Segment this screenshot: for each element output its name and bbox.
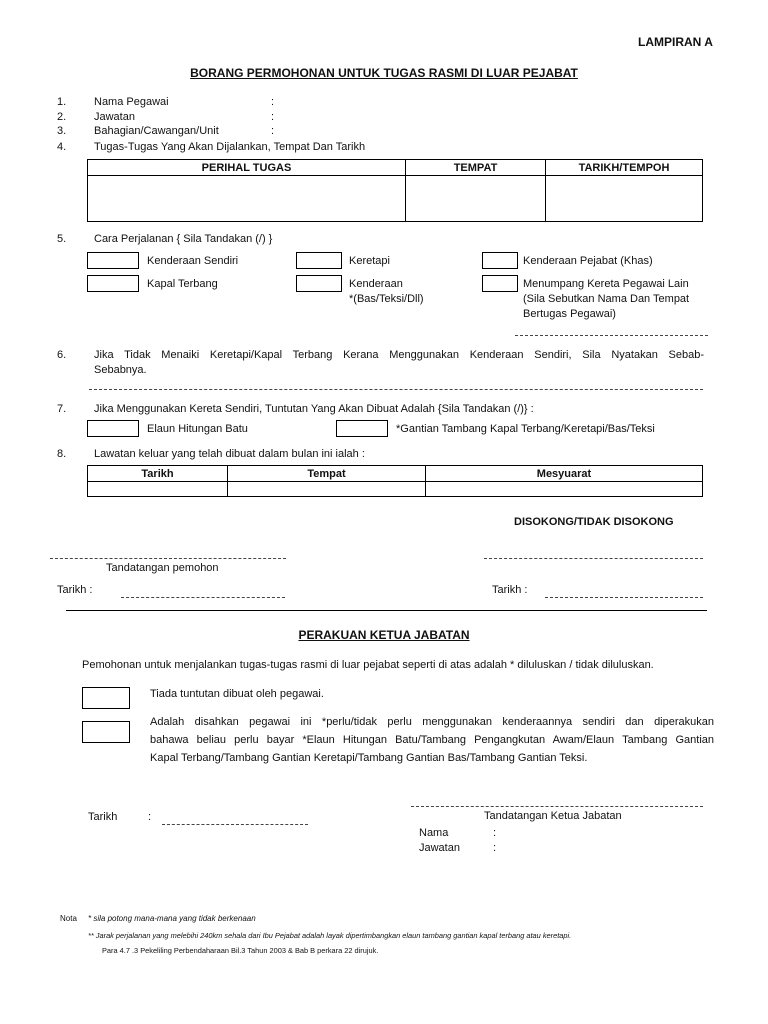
option-no-claim: Tiada tuntutan dibuat oleh pegawai. xyxy=(150,688,324,700)
duty-table xyxy=(87,159,703,222)
option-own-vehicle: Kenderaan Sendiri xyxy=(147,255,239,267)
annex-label: LAMPIRAN A xyxy=(638,35,713,49)
visits-header-date: Tarikh xyxy=(88,466,228,482)
item-6-number: 6. xyxy=(57,349,67,361)
certification-title: PERAKUAN KETUA JABATAN xyxy=(298,628,470,642)
item-4-label: Tugas-Tugas Yang Akan Dijalankan, Tempat Dan Tarikh xyxy=(94,141,366,153)
option-mileage: Elaun Hitungan Batu xyxy=(147,423,248,435)
item-4-number: 4. xyxy=(57,141,67,153)
option-vehicle-line1: Kenderaan xyxy=(349,278,403,290)
applicant-signature-line[interactable] xyxy=(50,558,286,559)
item-2-number: 2. xyxy=(57,111,67,123)
item-2-label: Jawatan xyxy=(94,111,135,123)
applicant-date-line[interactable] xyxy=(121,597,285,598)
option-ride-line3: Bertugas Pegawai) xyxy=(523,308,616,320)
visits-header-place: Tempat xyxy=(228,466,426,482)
checkbox-office-vehicle[interactable] xyxy=(482,252,518,269)
option-replacement: *Gantian Tambang Kapal Terbang/Keretapi/Bas/Teksi xyxy=(396,423,655,435)
supporter-signature-line[interactable] xyxy=(484,558,703,559)
visits-cell-date[interactable] xyxy=(88,482,228,497)
checkbox-mileage[interactable] xyxy=(87,420,139,437)
supporter-date-label: Tarikh : xyxy=(492,584,528,596)
note-1: * sila potong mana-mana yang tidak berkenaan xyxy=(88,914,256,923)
duty-cell-description[interactable] xyxy=(88,176,406,222)
notes-label: Nota xyxy=(60,914,77,923)
applicant-signature-label: Tandatangan pemohon xyxy=(106,562,219,574)
item-6-label-line2: Sebabnya. xyxy=(94,364,147,376)
duty-header-date: TARIKH/TEMPOH xyxy=(546,160,703,176)
visits-cell-meeting[interactable] xyxy=(426,482,703,497)
item-8-number: 8. xyxy=(57,448,67,460)
item-3-label: Bahagian/Cawangan/Unit xyxy=(94,125,219,137)
head-date-colon: : xyxy=(148,811,152,823)
ride-details-line[interactable] xyxy=(515,335,708,336)
option-ride-line1: Menumpang Kereta Pegawai Lain xyxy=(523,278,689,290)
visits-cell-place[interactable] xyxy=(228,482,426,497)
option-train: Keretapi xyxy=(349,255,390,267)
reason-line[interactable] xyxy=(89,389,703,390)
duty-header-place: TEMPAT xyxy=(406,160,546,176)
option-vehicle-line2: *(Bas/Teksi/Dll) xyxy=(349,293,424,305)
item-5-label: Cara Perjalanan { Sila Tandakan (/) } xyxy=(94,233,273,245)
item-3-colon: : xyxy=(271,125,275,137)
supporter-date-line[interactable] xyxy=(545,597,703,598)
visits-table xyxy=(87,465,703,497)
item-7-number: 7. xyxy=(57,403,67,415)
option-certify-line3: Kapal Terbang/Tambang Gantian Keretapi/Tambang Gantian Bas/Tambang Gantian Teksi. xyxy=(150,752,588,764)
head-name-label: Nama xyxy=(419,827,449,839)
duty-cell-date[interactable] xyxy=(546,176,703,222)
checkbox-own-vehicle[interactable] xyxy=(87,252,139,269)
applicant-date-label: Tarikh : xyxy=(57,584,93,596)
duty-header-description: PERIHAL TUGAS xyxy=(88,160,406,176)
head-signature-line[interactable] xyxy=(411,806,703,807)
certification-intro: Pemohonan untuk menjalankan tugas-tugas rasmi di luar pejabat seperti di atas adalah * diluluskan / tidak diluluskan. xyxy=(82,659,654,671)
head-signature-label: Tandatangan Ketua Jabatan xyxy=(484,810,622,822)
item-5-number: 5. xyxy=(57,233,67,245)
head-position-label: Jawatan xyxy=(419,842,460,854)
item-6-label-line1: Jika Tidak Menaiki Keretapi/Kapal Terbang Kerana Menggunakan Kenderaan Sendiri, Sila Nyatakan Sebab- xyxy=(94,349,704,361)
item-7-label: Jika Menggunakan Kereta Sendiri, Tuntutan Yang Akan Dibuat Adalah {Sila Tandakan (/)} : xyxy=(94,403,534,415)
checkbox-train[interactable] xyxy=(296,252,342,269)
item-8-label: Lawatan keluar yang telah dibuat dalam bulan ini ialah : xyxy=(94,448,365,460)
item-3-number: 3. xyxy=(57,125,67,137)
checkbox-no-claim[interactable] xyxy=(82,687,130,709)
head-name-colon: : xyxy=(493,827,497,839)
item-2-colon: : xyxy=(271,111,275,123)
note-2: ** Jarak perjalanan yang melebihi 240km sehala dari Ibu Pejabat adalah layak dipertimbangkan elaun tambang gantian kapal terbang atau keretapi. xyxy=(88,931,572,940)
option-certify-line2: bahawa beliau perlu bayar *Elaun Hitungan Batu/Tambang Pengangkutan Awam/Elaun Tambang Gantian xyxy=(150,734,714,746)
item-1-number: 1. xyxy=(57,96,67,108)
option-certify-line1: Adalah disahkan pegawai ini *perlu/tidak perlu menggunakan kenderaannya sendiri dan diperakukan xyxy=(150,716,714,728)
option-plane: Kapal Terbang xyxy=(147,278,218,290)
head-position-colon: : xyxy=(493,842,497,854)
support-status: DISOKONG/TIDAK DISOKONG xyxy=(514,516,674,528)
item-1-label: Nama Pegawai xyxy=(94,96,169,108)
checkbox-vehicle[interactable] xyxy=(296,275,342,292)
duty-cell-place[interactable] xyxy=(406,176,546,222)
head-date-label: Tarikh xyxy=(88,811,118,823)
checkbox-ride-along[interactable] xyxy=(482,275,518,292)
item-1-colon: : xyxy=(271,96,275,108)
section-divider xyxy=(66,610,707,611)
checkbox-certify-claim[interactable] xyxy=(82,721,130,743)
head-date-line[interactable] xyxy=(162,824,308,825)
checkbox-plane[interactable] xyxy=(87,275,139,292)
option-ride-line2: (Sila Sebutkan Nama Dan Tempat xyxy=(523,293,690,305)
visits-header-meeting: Mesyuarat xyxy=(426,466,703,482)
checkbox-replacement[interactable] xyxy=(336,420,388,437)
form-title: BORANG PERMOHONAN UNTUK TUGAS RASMI DI LUAR PEJABAT xyxy=(190,66,578,80)
note-3: Para 4.7 .3 Pekeliling Perbendaharaan Bil.3 Tahun 2003 & Bab B perkara 22 dirujuk. xyxy=(102,946,379,955)
option-office-vehicle: Kenderaan Pejabat (Khas) xyxy=(523,255,653,267)
